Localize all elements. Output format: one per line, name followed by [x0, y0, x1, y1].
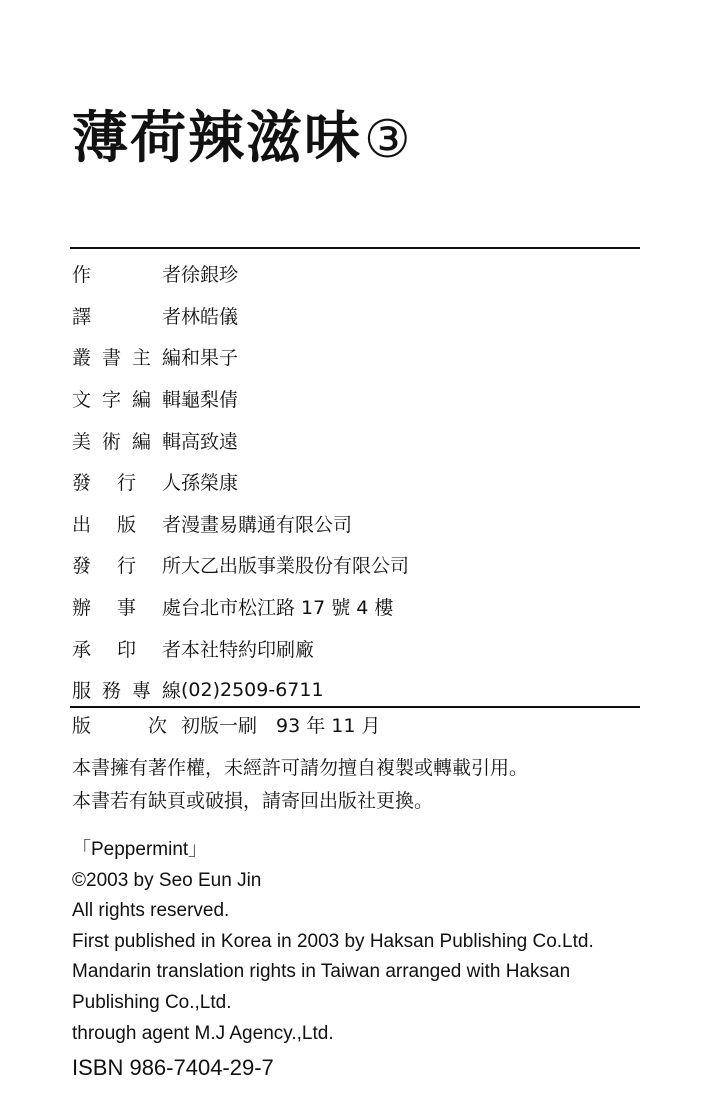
credit-label-char: 者 [161, 305, 181, 328]
english-line: All rights reserved. [72, 900, 230, 922]
credit-label [72, 427, 181, 454]
credit-label-char: 美 [72, 430, 92, 453]
credit-row [72, 336, 640, 378]
credit-label-char: 書 [101, 347, 121, 370]
credit-label-char: 者 [161, 513, 181, 536]
credit-value: 大乙出版事業股份有限公司 [181, 555, 410, 578]
edition-row [72, 711, 380, 738]
credit-row [72, 378, 640, 420]
credit-value: 徐銀珍 [181, 264, 239, 287]
book-title [72, 105, 413, 171]
credit-label-char: 者 [161, 638, 181, 661]
english-line: 「Peppermint」 [72, 839, 208, 860]
credit-label-char: 版 [116, 513, 136, 536]
notice-line: 本書若有缺頁或破損，請寄回出版社更換。 [72, 790, 434, 812]
edition-label: 版 次 [72, 715, 167, 737]
credit-label-char: 譯 [72, 305, 92, 328]
credit-value: (02)2509-6711 [181, 678, 324, 701]
isbn: ISBN 986-7404-29-7 [72, 1055, 274, 1081]
credit-label-char: 行 [116, 472, 136, 495]
credit-label [72, 551, 181, 578]
credit-label-char: 文 [72, 389, 92, 412]
credit-row [72, 295, 640, 337]
credit-value: 孫榮康 [181, 472, 239, 495]
volume-number: ③ [364, 110, 413, 170]
notice-line: 本書擁有著作權，未經許可請勿擅自複製或轉載引用。 [72, 757, 529, 779]
credit-label-char: 字 [101, 389, 121, 412]
english-line: ©2003 by Seo Eun Jin [72, 869, 262, 891]
title-main: 薄荷辣滋味 [72, 105, 362, 171]
credit-row [72, 419, 640, 461]
english-line: through agent M.J Agency.,Ltd. [72, 1022, 334, 1044]
credit-row [72, 461, 640, 503]
credit-label-char: 線 [161, 680, 181, 703]
credit-label-char: 者 [161, 264, 181, 287]
credit-label [72, 593, 181, 620]
credit-label [72, 385, 181, 412]
credit-label [72, 260, 181, 287]
credit-value: 台北市松江路 17 號 4 樓 [181, 597, 394, 620]
credit-value: 漫畫易購通有限公司 [181, 513, 353, 536]
credit-label-char: 處 [161, 597, 181, 620]
credit-label-char: 印 [116, 638, 136, 661]
credit-label [72, 302, 181, 329]
english-line: Publishing Co.,Ltd. [72, 991, 232, 1013]
credit-label-char: 辦 [72, 597, 92, 620]
english-line: Mandarin translation rights in Taiwan arranged with Haksan [72, 961, 571, 983]
credit-label [72, 510, 181, 537]
credit-label-char: 編 [131, 430, 151, 453]
credit-label-char: 所 [161, 555, 181, 578]
credit-label-char: 主 [131, 347, 151, 370]
credit-label-char: 行 [116, 555, 136, 578]
credit-value: 高致遠 [181, 430, 239, 453]
credit-value: 林皓儀 [181, 305, 239, 328]
credit-row [72, 669, 640, 711]
credit-label-char: 專 [131, 680, 151, 703]
credit-label-char: 出 [72, 513, 92, 536]
credit-value: 龜梨倩 [181, 389, 239, 412]
credit-label-char: 人 [161, 472, 181, 495]
credits-list [72, 253, 640, 711]
credit-value: 本社特約印刷廠 [181, 638, 315, 661]
copyright-notice [72, 752, 528, 818]
credit-label-char: 編 [131, 389, 151, 412]
credit-label-char: 作 [72, 264, 92, 287]
credit-label-char: 發 [72, 555, 92, 578]
credit-label-char: 術 [101, 430, 121, 453]
credit-label-char: 事 [116, 597, 136, 620]
credit-row [72, 544, 640, 586]
credit-label-char: 輯 [161, 430, 181, 453]
credit-value: 和果子 [181, 347, 239, 370]
credit-row [72, 586, 640, 628]
credit-label [72, 468, 181, 495]
credit-label-char: 輯 [161, 389, 181, 412]
credit-label-char: 叢 [72, 347, 92, 370]
credit-label-char: 服 [72, 680, 92, 703]
credit-label-char: 承 [72, 638, 92, 661]
credit-label-char: 發 [72, 472, 92, 495]
english-credits [72, 835, 594, 1085]
credit-row [72, 503, 640, 545]
credit-label [72, 343, 181, 370]
top-divider [70, 247, 640, 249]
credit-row [72, 627, 640, 669]
english-line: First published in Korea in 2003 by Haksan Publishing Co.Ltd. [72, 930, 594, 952]
credit-label [72, 676, 181, 703]
credit-label-char: 務 [101, 680, 121, 703]
edition-value: 初版一刷 93 年 11 月 [181, 715, 381, 737]
credit-label [72, 635, 181, 662]
credit-label-char: 編 [161, 347, 181, 370]
edition-divider [70, 706, 640, 708]
credit-row [72, 253, 640, 295]
